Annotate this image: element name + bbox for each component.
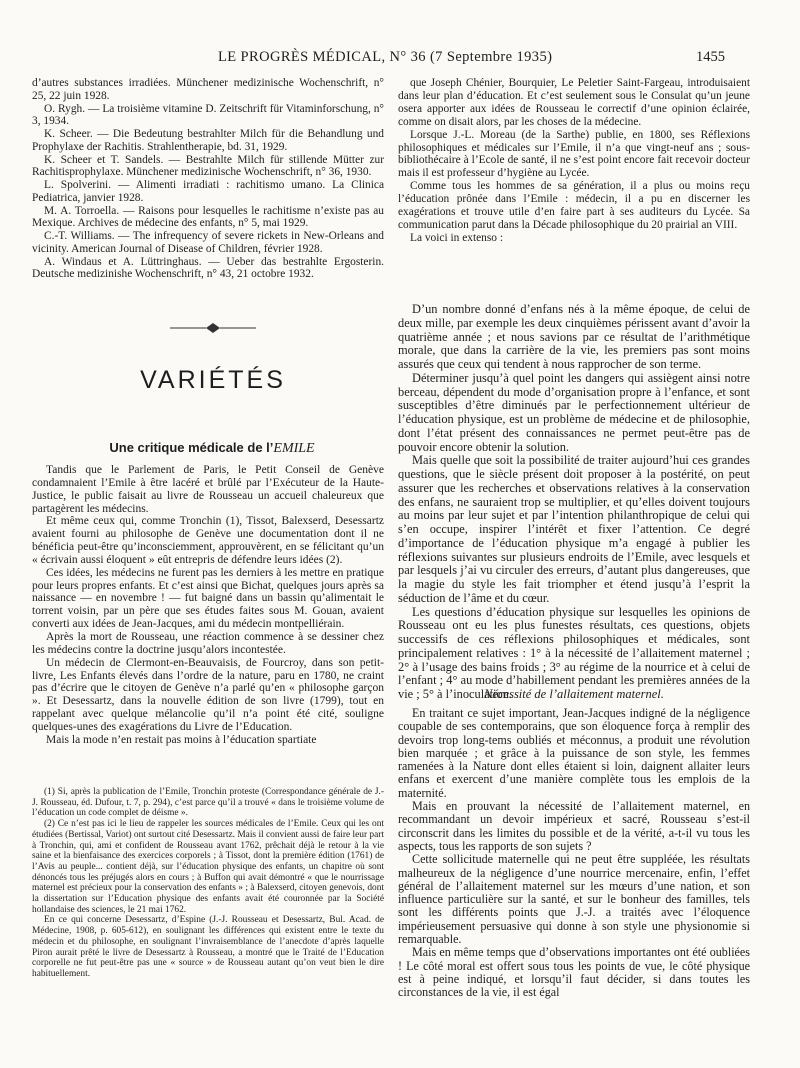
- article-title-emphasis: EMILE: [273, 441, 315, 456]
- subheading: Nécessité de l’allaitement maternel.: [484, 687, 664, 701]
- article-body-right: [398, 77, 750, 245]
- body-paragraph: Après la mort de Rousseau, une réaction commence à se dessiner chez les médecins contre la doctrine jusqu’alors incontestée.: [32, 630, 384, 656]
- reference-item: C.-T. Williams. — The infrequency of severe rickets in New-Orleans and vicinity. American Journal of Disease of Children, février 1928.: [32, 230, 384, 255]
- reference-list: [32, 77, 384, 281]
- body-paragraph: Lorsque J.-L. Moreau (de la Sarthe) publie, en 1800, ses Réflexions philosophiques et médicales sur l’Emile, il n’a que vingt-neuf ans ; sous-bibliothécaire à l’Ecole de santé, il ne s’est point encore fait recevoir docteur mais il est professeur d’hygiène au Lycée.: [398, 128, 750, 180]
- body-paragraph: Un médecin de Clermont-en-Beauvaisis, de Fourcroy, dans son petit-livre, Les Enfants élevés dans l’ordre de la nature, paru en 1780, ne craint pas d’écrire que le citoyen de Genève n’a parlé qu’en « philosophe garçon ». Et Desessartz, dans la nouvelle édition de son livre (1799), tout en rappelant avec quelque mélancolie qu’il n’a point été cité, souligne quelques-unes des exagérations du Livre de l’Education.: [32, 656, 384, 733]
- section-heading: VARIÉTÉS: [140, 366, 286, 394]
- body-paragraph: La voici in extenso :: [410, 231, 503, 244]
- article-title: [82, 440, 342, 457]
- quote-paragraph: D’un nombre donné d’enfans nés à la même époque, de celui de deux mille, par exemple les deux cinquièmes périssent avant d’avoir la quatrième année ; et nous savions par ce résultat de l’arithmétique morale, que dans la carrière de la vie, les premiers pas sont moins assurés que ceux qui tendent à nous rapprocher de son terme.: [398, 302, 750, 371]
- article-body-left: [32, 464, 384, 747]
- quoted-text-continued: [398, 707, 750, 1000]
- body-paragraph: que Joseph Chénier, Bourquier, Le Peletier Saint-Fargeau, introduisaient dans leur plan d’éducation. Et c’est seulement sous le Consulat qu’un jeune osera apporter aux idées de Rousseau le correctif d’une opinion éclairée, comme on disait alors, par les choses de la médecine.: [398, 77, 750, 128]
- reference-item: O. Rygh. — La troisième vitamine D. Zeitschrift für Vitaminforschung, n° 3, 1934.: [32, 102, 384, 128]
- quote-paragraph: Mais en même temps que d’observations importantes ont été oubliées ! Le côté moral est offert sous tous les points de vue, le côté physique est à peine indiqué, et lorsqu’il faut décider, si dans toutes les circonstances de la vie, il est égal: [398, 945, 750, 1000]
- body-paragraph: Ces idées, les médecins ne furent pas les derniers à les mettre en pratique pour leurs propres enfants. Et c’est ainsi que Bichat, quelques jours après sa naissance — en novembre ! — fut baigné dans un bassin qu’alimentait le torrent voisin, par un père que ses études faites sous M. Gouan, avaient converti aux idées de Jean-Jacques, ami du médecin montpelliérain.: [32, 566, 384, 631]
- footnote: (1) Si, après la publication de l’Emile, Tronchin proteste (Correspondance générale de J.-J. Rousseau, éd. Dufour, t. 7, p. 294), c’est parce qu’il a trouvé « dans le troisième volume de l’éducation un code complet de déisme ».: [32, 787, 384, 819]
- quote-paragraph: Déterminer jusqu’à quel point les dangers qui assiègent ainsi notre berceau, dépendent du mode d’organisation propre à l’enfance, et sont susceptibles d’être diminués par le perfectionnement ultérieur de l’éducation physique, est un problème de médecine et de philosophie, dont l’état présent des connaissances ne permet peut-être pas de pouvoir encore obtenir la solution.: [398, 370, 750, 454]
- footnote: (2) Ce n’est pas ici le lieu de rappeler les sources médicales de l’Emile. Ceux qui les ont étudiées (Bertissal, Variot) ont surtout cité Desessartz. Mais il convient aussi de faire leur part à Tronchin, qui, ami et confident de Rousseau avant 1762, prêchait déjà le retour à la vie saine et la bienfaisance des exercices corporels ; à Tissot, dont la première édition (1761) de l’Avis au peuple... contient déjà, sur l’éducation physique des enfants, un chapitre où sont dénoncés tous les préjugés alors en cours ; à Buffon qui avait démontré « que le nourrissage maternel est précieux pour la conservation des enfants » ; à Balexserd, citoyen genevois, dont la dissertation sur l’Education physique des enfants avait été couronnée par la Société hollandaise des sciences, le 21 mai 1762.: [32, 819, 384, 915]
- quote-paragraph: Mais quelle que soit la possibilité de traiter aujourd’hui ces grandes questions, que le siècle présent doit proposer à la postérité, on peut assurer que les recherches et observations relatives à la conservation des enfans, ne sauraient trop se multiplier, et qu’elles doivent toujours au moins par leur sujet et par l’intention philanthropique de celui qui s’en occupe, inspirer l’intérêt et fixer l’attention. Ce degré d’importance de l’éducation physique m’a engagé à publier les réflexions suivantes sur plusieurs endroits de l’Emile, avec lesquels et par lesquels j’ai vu circuler des erreurs, d’autant plus dangereuses, que la magie du style les fait triompher et étend jusqu’à l’esprit la séduction de l’âme et du cœur.: [398, 453, 750, 605]
- body-paragraph: Tandis que le Parlement de Paris, le Petit Conseil de Genève condamnaient l’Emile à être lacéré et brûlé par l’Exécuteur de la Haute-Justice, le public faisait au livre de Rousseau un accueil chaleureux que partagèrent les médecins.: [32, 464, 384, 515]
- quote-paragraph: Cette sollicitude maternelle qui ne peut être suppléée, les résultats malheureux de la négligence d’une nourrice mercenaire, enfin, l’effet général de l’allaitement maternel sur les mœurs d’une nation, et son influence particulière sur la santé, et sur le bonheur des familles, tels sont les différents points que J.-J. a traités avec l’éloquence impérieusement persuasive qui donne à son style une physionomie si remarquable.: [398, 852, 750, 947]
- body-paragraph: Et même ceux qui, comme Tronchin (1), Tissot, Balexserd, Desessartz avaient fourni au philosophe de Genève une documentation dont il ne bénéficia peut-être qu’inconsciemment, approuvèrent, en se félicitant qu’un « écrivain aussi éloquent » eût entrepris de défendre leurs idées (2).: [32, 515, 384, 566]
- page-number: 1455: [696, 49, 725, 65]
- body-paragraph: Mais la mode n’en restait pas moins à l’éducation spartiate: [46, 733, 317, 746]
- running-header: [0, 49, 800, 69]
- ornament-divider: [168, 320, 258, 336]
- quote-paragraph: En traitant ce sujet important, Jean-Jacques indigné de la négligence coupable de ses contemporains, que son éloquence força à remplir des devoirs trop long-tems oubliés et méconnus, a produit une révolution bien marquée ; et grâce à la puissance de son style, les femmes ramenées à la Nature dont elles étaient si loin, daignent allaiter leurs enfans et exercent d’une manière complète tous les emplois de la maternité.: [398, 706, 750, 800]
- footnotes: [32, 787, 384, 980]
- footnote: En ce qui concerne Desessartz, d’Espine (J.-J. Rousseau et Desessartz, Bul. Acad. de Médecine, 1908, p. 605-612), en soulignant les différences qui existent entre le texte du médecin et du philosophe, en soulignant l’invraisemblance de l’anecdote d’après laquelle Piron aurait prêté le livre de Desessartz à Rousseau, a montré que le Traité de l’Education corporelle ne fut peut-être pas une « source » de Rousseau autant qu’on veut bien le dire habituellement.: [32, 915, 384, 979]
- body-paragraph: Comme tous les hommes de sa génération, il a plus ou moins reçu l’éducation prônée dans l’Emile : médecin, il a pu en discerner les exagérations et trouve utile d’en faire part à ses auditeurs du Lycée. Sa communication parut dans la Décade philosophique du 20 prairial an VIII.: [398, 180, 750, 231]
- quote-paragraph: Mais en prouvant la nécessité de l’allaitement maternel, en recommandant un devoir impérieux et sacré, Rousseau s’est-il circonscrit dans les limites du possible et de la vérité, a-t-il vu tous les aspects, tous les rapports de son sujets ?: [398, 799, 750, 853]
- reference-item: K. Scheer. — Die Bedeutung bestrahlter Milch für die Behandlung und Prophylaxe der Rachitis. Strahlentherapie, bd. 31, 1929.: [32, 128, 384, 153]
- quote-paragraph: Les questions d’éducation physique sur lesquelles les opinions de Rousseau ont eu les plus funestes résultats, ces questions, objets successifs de ces réflexions philosophiques et médicales, sont principalement relatives : 1° à la nécessité de l’allaitement maternel ; 2° à l’usage des bains froids ; 3° au régime de la nourrice et à celui de l’enfant ; 4° au mode d’habillement pendant les premières années de la vie ; 5° à l’inoculation.: [398, 604, 750, 701]
- reference-item: L. Spolverini. — Alimenti irradiati : rachitismo umano. La Clinica Pediatrica, janvier 1928.: [32, 179, 384, 204]
- quoted-text: [398, 303, 750, 702]
- reference-item: M. A. Torroella. — Raisons pour lesquelles le rachitisme n’existe pas au Mexique. Archives de médecine des enfants, n° 5, mai 1929.: [32, 204, 384, 230]
- reference-item: K. Scheer et T. Sandels. — Bestrahlte Milch für stillende Mütter zur Rachitisprophylaxe. Münchener medizinische Wochenschrift, n° 36, 1930.: [32, 153, 384, 179]
- running-title: LE PROGRÈS MÉDICAL, N° 36 (7 Septembre 1935): [218, 49, 553, 65]
- article-title-prefix: Une critique médicale de l’: [109, 440, 274, 455]
- reference-item: d’autres substances irradiées. Münchener medizinische Wochenschrift, n° 25, 22 juin 1928.: [32, 77, 384, 102]
- reference-item: A. Windaus et A. Lüttringhaus. — Ueber das bestrahlte Ergosterin. Deutsche medizinishe Wochenschrift, n° 43, 21 octobre 1932.: [32, 255, 384, 281]
